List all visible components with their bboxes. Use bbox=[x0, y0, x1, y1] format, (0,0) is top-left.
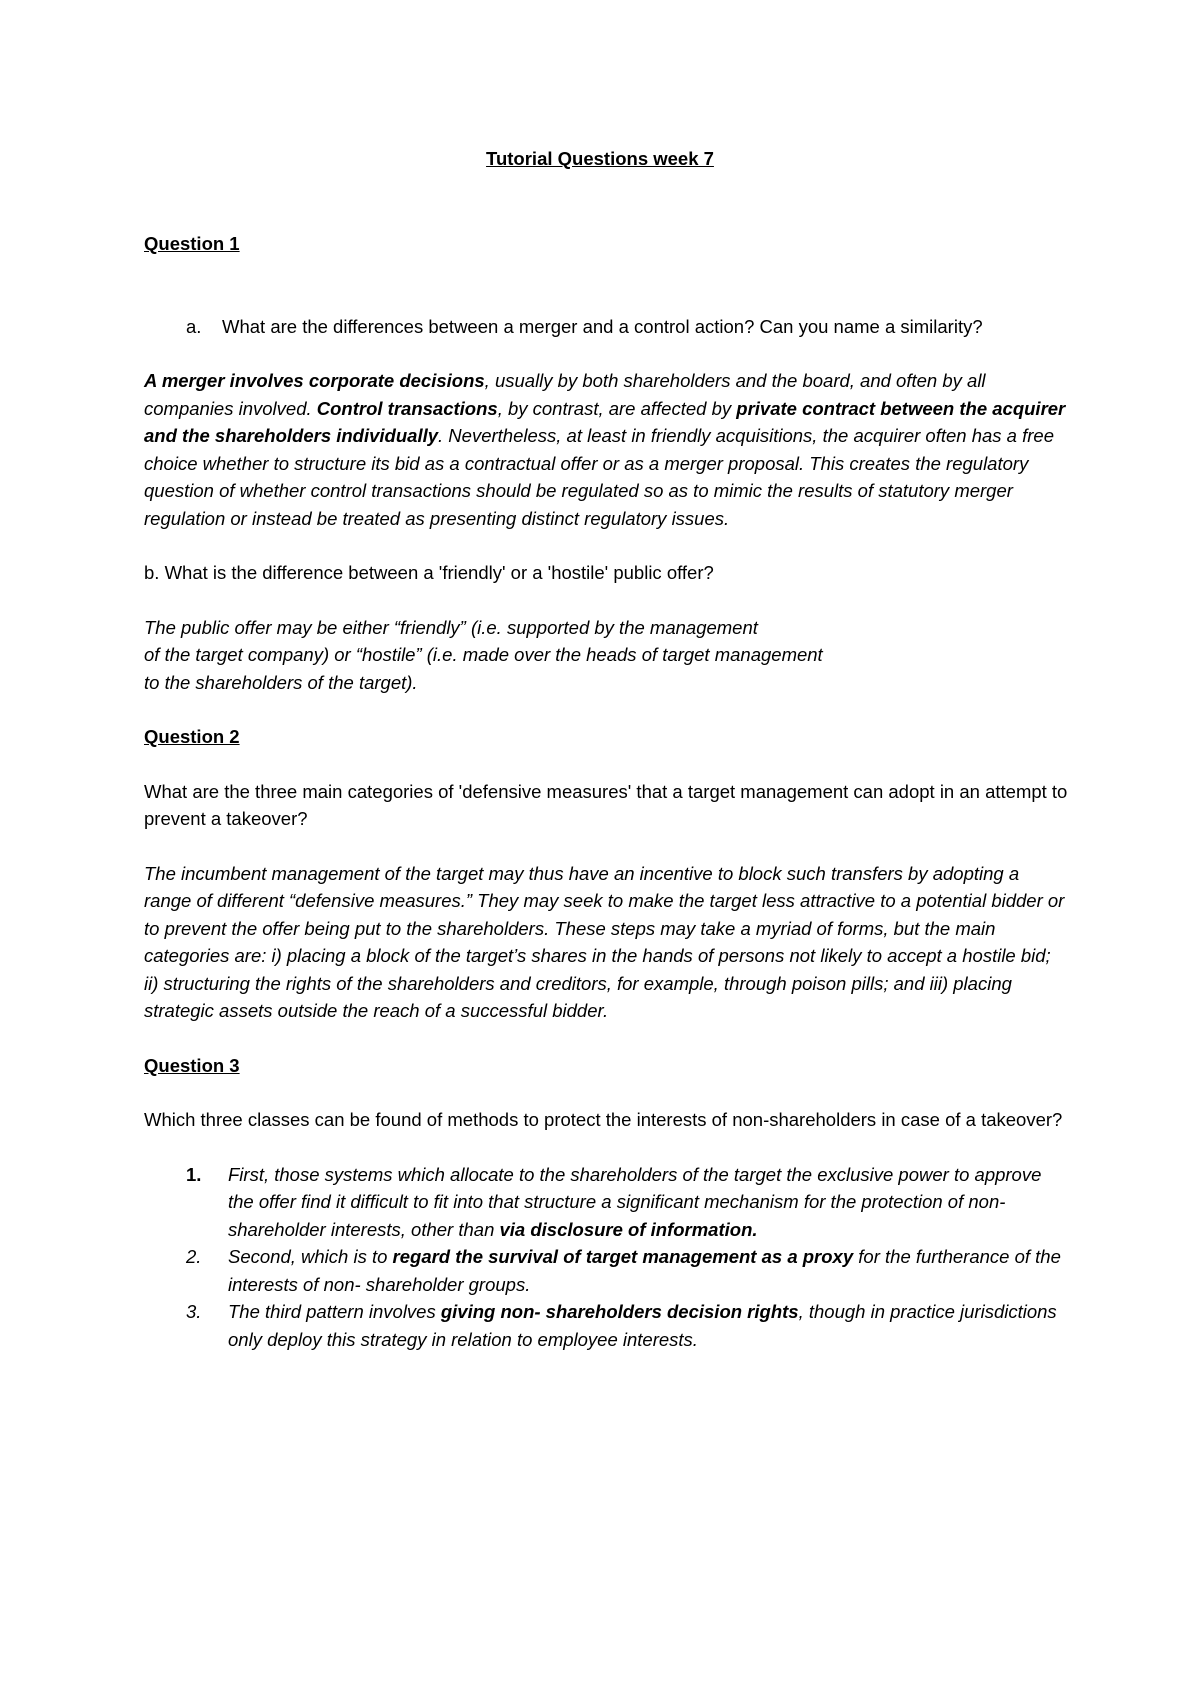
list-item-text-2: for the furtherance of the interests of non- shareholder groups. bbox=[228, 1246, 1061, 1295]
answer-1b-line-2: of the target company) or “hostile” (i.e. made over the heads of target management bbox=[144, 644, 823, 665]
question-1a-text: What are the differences between a merger and a control action? Can you name a similarity? bbox=[222, 315, 983, 337]
document-body bbox=[144, 230, 1069, 1353]
answer-1a-bold-2: Control transactions bbox=[316, 397, 498, 419]
answer-1b-line-1: The public offer may be either “friendly” (i.e. supported by the management bbox=[144, 616, 758, 638]
question-2-heading: Question 2 bbox=[144, 726, 240, 747]
question-2-text: What are the three main categories of 'defensive measures' that a target management can adopt in an attempt to prevent a takeover? bbox=[144, 780, 1068, 829]
answer-1a-bold-3: private contract between the acquirer and the shareholders individually bbox=[144, 397, 1066, 446]
list-item-text-1: First, those systems which allocate to the shareholders of the target the exclusive power to approve the offer find it difficult to fit into that structure a significant mechanism for the protection of non- shareholder interests, other than bbox=[228, 1163, 1042, 1240]
answer-1a-bold-1: A merger involves corporate decisions bbox=[144, 370, 485, 391]
list-item bbox=[144, 1161, 1069, 1244]
question-1a-marker: a. bbox=[186, 315, 202, 337]
list-item-number: 1. bbox=[186, 1163, 202, 1185]
answer-3-list bbox=[144, 1161, 1069, 1354]
question-3-heading: Question 3 bbox=[144, 1054, 240, 1076]
list-item-text bbox=[228, 1161, 1069, 1244]
list-item-number: 3. bbox=[186, 1301, 202, 1322]
answer-1a-text-3: . Nevertheless, at least in friendly acquisitions, the acquirer often has a free choice whether to structure its bid as a contractual offer or as a merger proposal. This creates the regulatory question of whether control transactions should be regulated so as to mimic the results of statutory merger regulation or instead be treated as presenting distinct regulatory issues. bbox=[144, 425, 1054, 529]
list-item-text-1: The third pattern involves bbox=[228, 1301, 441, 1322]
document-title: Tutorial Questions week 7 bbox=[486, 148, 714, 169]
answer-1a-text-1: , usually by both shareholders and the board, and often by all companies involved. bbox=[144, 370, 986, 419]
question-1b-text: b. What is the difference between a 'friendly' or a 'hostile' public offer? bbox=[144, 562, 714, 583]
list-item-text bbox=[228, 1298, 1069, 1353]
list-item-text bbox=[228, 1243, 1069, 1298]
list-item-bold: via disclosure of information. bbox=[499, 1218, 758, 1240]
answer-1a bbox=[144, 367, 1069, 532]
question-1a bbox=[144, 313, 1069, 341]
list-item bbox=[144, 1243, 1069, 1298]
list-item-number: 2. bbox=[186, 1246, 202, 1267]
question-3-text: Which three classes can be found of methods to protect the interests of non-shareholders in case of a takeover? bbox=[144, 1109, 1063, 1130]
list-item bbox=[144, 1298, 1069, 1353]
answer-1a-text-2: , by contrast, are affected by bbox=[497, 397, 737, 419]
list-item-bold: giving non- shareholders decision rights bbox=[440, 1301, 799, 1322]
answer-2: The incumbent management of the target may thus have an incentive to block such transfers by adopting a range of different “defensive measures.” They may seek to make the target less attractive to a potential bidder or to prevent the offer being put to the shareholders. These steps may take a myriad of forms, but the main categories are: i) placing a block of the target’s shares in the hands of persons not likely to accept a hostile bid; ii) structuring the rights of the shareholders and creditors, for example, through poison pills; and iii) placing strategic assets outside the reach of a successful bidder. bbox=[144, 862, 1065, 1021]
answer-1b-line-3: to the shareholders of the target). bbox=[144, 671, 418, 693]
list-item-text-2: , though in practice jurisdictions only deploy this strategy in relation to employee interests. bbox=[228, 1301, 1057, 1350]
list-item-bold: regard the survival of target management as a proxy bbox=[392, 1246, 854, 1267]
question-1-heading: Question 1 bbox=[144, 233, 240, 254]
list-item-text-1: Second, which is to bbox=[228, 1246, 393, 1267]
